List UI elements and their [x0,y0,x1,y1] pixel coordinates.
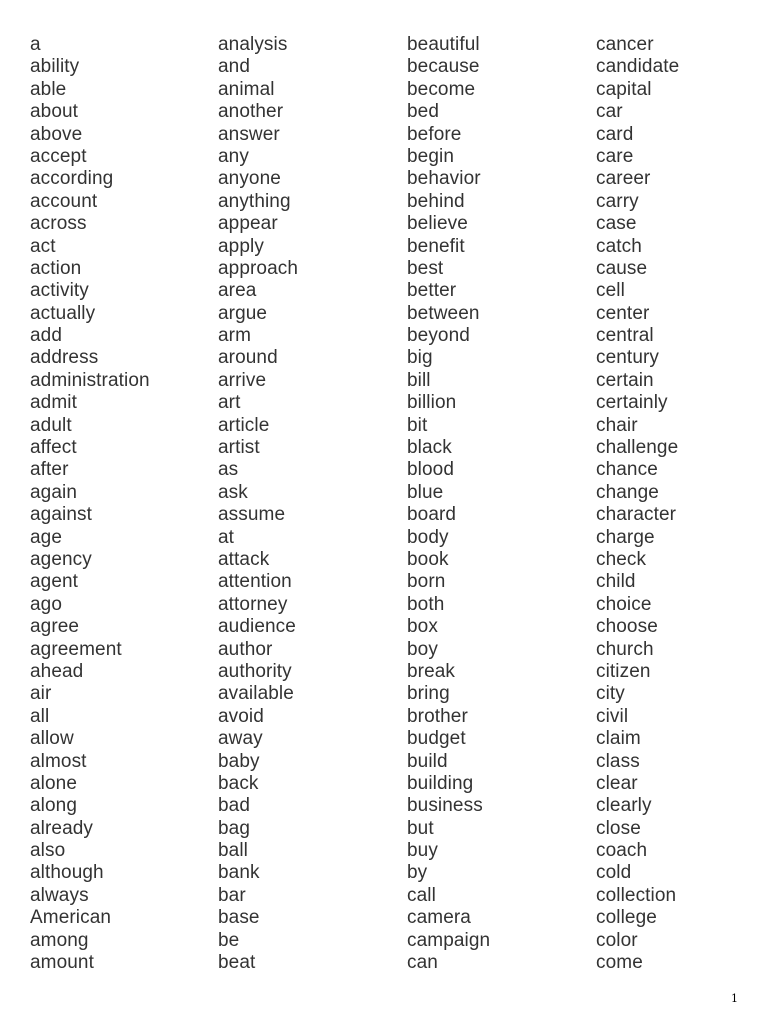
word-item: brother [407,705,468,727]
word-item: any [218,145,249,167]
word-item: baby [218,750,260,772]
word-item: charge [596,526,655,548]
word-item: capital [596,78,652,100]
word-item: beyond [407,325,470,347]
word-item: be [218,929,240,951]
word-item: although [30,862,104,884]
word-item: cause [596,257,648,279]
word-item: base [218,907,260,929]
word-item: candidate [596,56,680,78]
word-item: board [407,504,457,526]
word-item: city [596,683,625,705]
word-item: answer [218,123,280,145]
word-item: close [596,817,641,839]
word-item: carry [596,190,639,212]
word-item: account [30,190,98,212]
word-item: appear [218,213,278,235]
word-item: billion [407,392,457,414]
word-item: apply [218,235,264,257]
word-item: against [30,504,92,526]
word-item: authority [218,660,292,682]
word-item: character [596,504,677,526]
word-item: break [407,660,456,682]
word-item: believe [407,213,468,235]
word-item: back [218,772,259,794]
word-item: ask [218,481,248,503]
word-item: book [407,548,449,570]
word-item: anyone [218,168,281,190]
word-item: bring [407,683,450,705]
word-item: because [407,56,480,78]
word-item: child [596,571,636,593]
word-item: agent [30,571,79,593]
word-item: anything [218,190,291,212]
word-item: attention [218,571,292,593]
word-item: build [407,750,448,772]
word-item: analysis [218,34,288,55]
word-item: across [30,213,87,235]
word-item: care [596,145,634,167]
word-item: behind [407,190,465,212]
word-column-2 [218,34,298,974]
word-item: admit [30,392,77,414]
page-number: 1 [731,992,738,1005]
word-item: but [407,817,434,839]
word-item: and [218,56,251,78]
word-item: attorney [218,593,288,615]
word-item: again [30,481,77,503]
word-item: between [407,302,480,324]
word-item: blood [407,459,454,481]
word-item: box [407,616,438,638]
word-item: after [30,459,69,481]
word-item: affect [30,437,77,459]
word-item: big [407,347,433,369]
word-item: can [407,952,438,974]
word-item: air [30,683,52,705]
word-item: allow [30,728,74,750]
word-item: car [596,101,623,123]
word-item: address [30,347,99,369]
word-item: camera [407,907,471,929]
word-item: act [30,235,56,257]
word-item: able [30,78,67,100]
word-item: beat [218,952,256,974]
word-item: building [407,772,474,794]
word-item: along [30,795,77,817]
word-item: card [596,123,634,145]
word-item: choose [596,616,658,638]
word-item: behavior [407,168,481,190]
word-item: also [30,840,66,862]
word-item: a [30,34,41,55]
word-item: approach [218,257,299,279]
word-item: blue [407,481,444,503]
word-item: animal [218,78,275,100]
word-item: ball [218,840,248,862]
word-item: avoid [218,705,264,727]
word-column-4 [596,34,679,974]
word-item: college [596,907,657,929]
word-item: civil [596,705,629,727]
word-item: American [30,907,112,929]
word-item: case [596,213,637,235]
word-item: benefit [407,235,465,257]
word-item: certainly [596,392,668,414]
word-item: by [407,862,428,884]
word-item: call [407,884,436,906]
word-item: become [407,78,476,100]
word-item: about [30,101,79,123]
word-item: bar [218,884,246,906]
word-item: author [218,638,273,660]
word-column-3 [407,34,490,974]
word-item: color [596,929,638,951]
word-item: century [596,347,660,369]
word-item: beautiful [407,34,480,55]
word-item: actually [30,302,96,324]
word-item: campaign [407,929,491,951]
word-item: add [30,325,63,347]
word-item: class [596,750,640,772]
word-item: bit [407,414,428,436]
word-item: clearly [596,795,652,817]
word-item: cold [596,862,632,884]
word-item: assume [218,504,286,526]
word-item: agreement [30,638,122,660]
word-item: both [407,593,445,615]
word-item: bag [218,817,251,839]
word-item: ago [30,593,63,615]
word-item: before [407,123,462,145]
word-item: challenge [596,437,679,459]
word-item: black [407,437,452,459]
word-item: career [596,168,651,190]
word-item: above [30,123,83,145]
word-item: buy [407,840,438,862]
word-item: administration [30,369,150,391]
word-item: available [218,683,294,705]
word-item: agency [30,548,92,570]
word-item: at [218,526,235,548]
word-item: arrive [218,369,267,391]
word-item: age [30,526,63,548]
word-item: check [596,548,647,570]
word-item: always [30,884,89,906]
word-item: away [218,728,263,750]
word-item: collection [596,884,677,906]
word-item: budget [407,728,466,750]
word-item: central [596,325,654,347]
word-item: citizen [596,660,651,682]
word-item: ability [30,56,80,78]
word-item: business [407,795,483,817]
word-item: clear [596,772,638,794]
word-item: accept [30,145,87,167]
word-item: cell [596,280,625,302]
word-item: catch [596,235,642,257]
word-item: around [218,347,278,369]
word-item: arm [218,325,252,347]
word-item: amount [30,952,94,974]
word-item: come [596,952,643,974]
word-item: chance [596,459,658,481]
word-item: boy [407,638,438,660]
word-item: bank [218,862,260,884]
word-item: artist [218,437,260,459]
word-item: almost [30,750,87,772]
word-item: action [30,257,82,279]
word-item: another [218,101,284,123]
word-item: article [218,414,270,436]
word-item: chair [596,414,638,436]
word-item: best [407,257,444,279]
word-item: according [30,168,114,190]
word-item: adult [30,414,72,436]
word-item: ahead [30,660,84,682]
word-item: claim [596,728,641,750]
word-item: already [30,817,94,839]
word-item: agree [30,616,80,638]
word-item: among [30,929,89,951]
word-item: body [407,526,449,548]
word-item: bad [218,795,251,817]
word-item: argue [218,302,268,324]
word-item: as [218,459,239,481]
word-item: coach [596,840,648,862]
word-item: cancer [596,34,654,55]
word-item: certain [596,369,654,391]
word-item: better [407,280,457,302]
word-item: bill [407,369,431,391]
word-item: bed [407,101,440,123]
word-item: attack [218,548,270,570]
word-item: begin [407,145,454,167]
word-item: change [596,481,659,503]
word-item: born [407,571,446,593]
word-item: art [218,392,241,414]
word-item: church [596,638,654,660]
word-item: audience [218,616,296,638]
word-item: area [218,280,257,302]
word-item: activity [30,280,89,302]
word-item: choice [596,593,652,615]
word-item: center [596,302,650,324]
word-item: all [30,705,50,727]
word-column-1 [30,34,150,974]
word-item: alone [30,772,77,794]
